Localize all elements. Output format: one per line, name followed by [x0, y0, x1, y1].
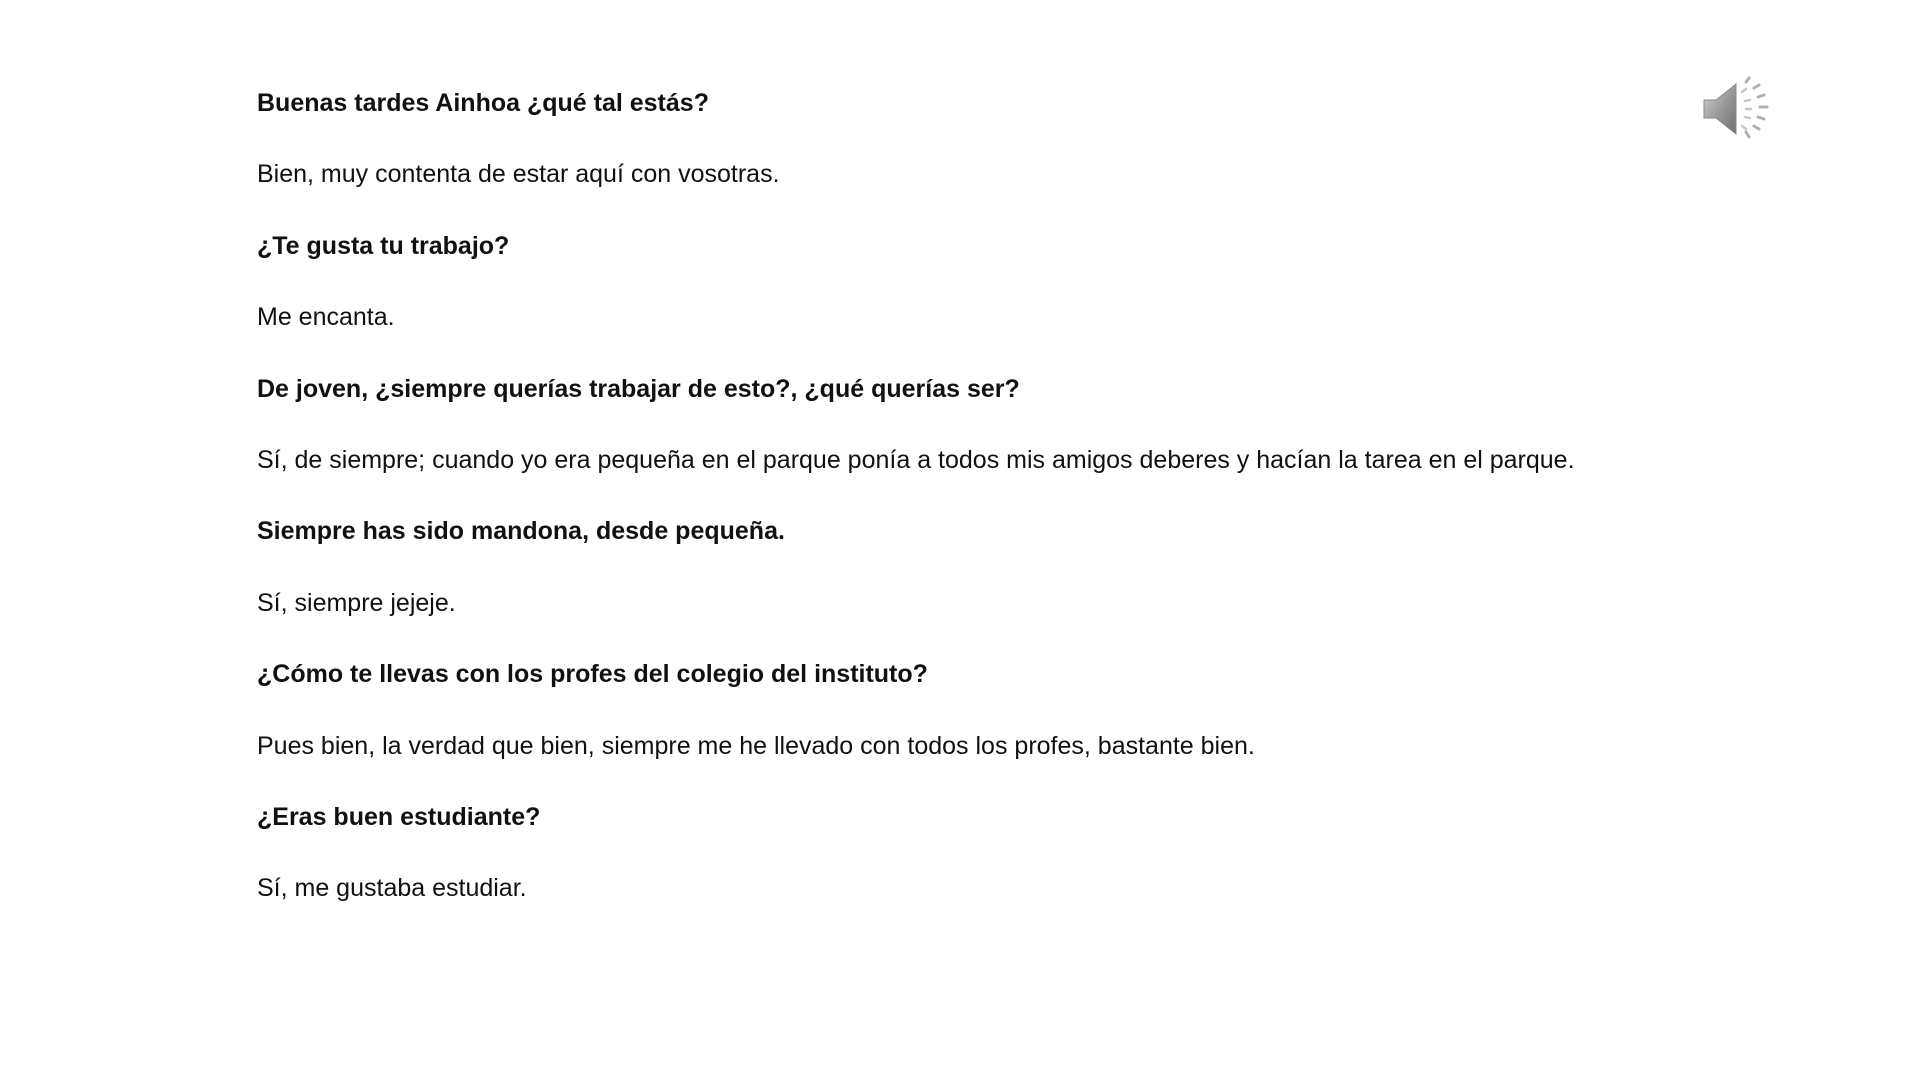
speaker-icon — [1702, 76, 1774, 142]
answer-line: Sí, me gustaba estudiar. — [257, 874, 527, 903]
question-line: Siempre has sido mandona, desde pequeña. — [257, 517, 785, 546]
answer-line: Bien, muy contenta de estar aquí con vosotras. — [257, 160, 780, 189]
audio-play-button[interactable] — [1702, 76, 1774, 142]
question-line: Buenas tardes Ainhoa ¿qué tal estás? — [257, 89, 709, 117]
question-line: ¿Eras buen estudiante? — [257, 802, 541, 831]
question-line: De joven, ¿siempre querías trabajar de esto?, ¿qué querías ser? — [257, 374, 1020, 403]
answer-line: Me encanta. — [257, 303, 395, 332]
question-line: ¿Cómo te llevas con los profes del colegio del instituto? — [257, 660, 928, 689]
answer-line: Pues bien, la verdad que bien, siempre me he llevado con todos los profes, bastante bien. — [257, 731, 1255, 760]
interview-transcript — [257, 84, 1677, 941]
answer-line: Sí, de siempre; cuando yo era pequeña en el parque ponía a todos mis amigos deberes y hacían la tarea en el parque. — [257, 445, 1575, 474]
question-line: ¿Te gusta tu trabajo? — [257, 231, 510, 260]
answer-line: Sí, siempre jejeje. — [257, 588, 456, 617]
